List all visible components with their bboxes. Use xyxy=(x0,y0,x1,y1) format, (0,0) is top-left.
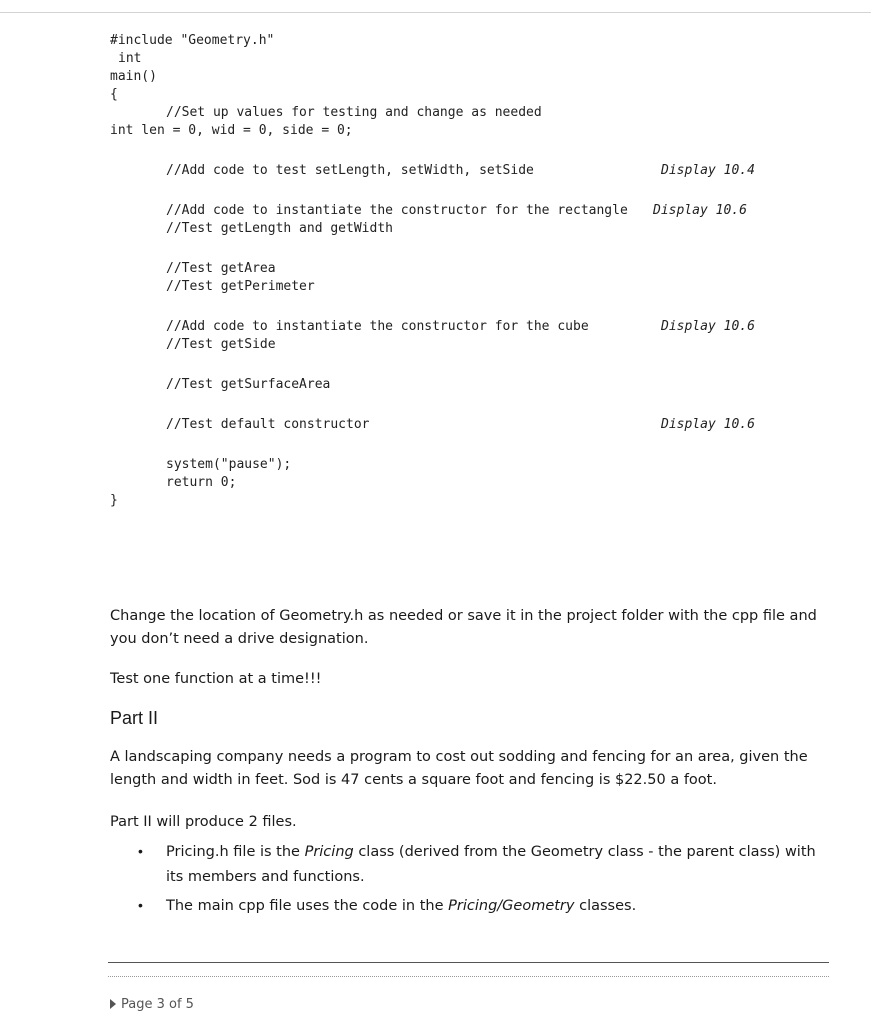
footer-dotted-rule xyxy=(108,976,829,977)
display-ref-cube: Display 10.6 xyxy=(661,319,755,334)
code-system-pause: system("pause"); xyxy=(166,457,292,472)
code-include: #include "Geometry.h" xyxy=(110,33,275,48)
code-comment-rectangle: //Add code to instantiate the constructor for the rectangle xyxy=(166,203,628,218)
caret-right-icon xyxy=(110,999,116,1009)
bullet-item-main-cpp: The main cpp file uses the code in the Pricing/Geometry classes. xyxy=(166,898,637,914)
code-comment-setup: //Set up values for testing and change as needed xyxy=(166,105,542,120)
footer-rule xyxy=(108,962,829,963)
code-comment-getlength: //Test getLength and getWidth xyxy=(166,221,393,236)
produce-files-text: Part II will produce 2 files. xyxy=(110,814,297,830)
bullet-dot-icon: • xyxy=(138,897,143,913)
code-close-brace: } xyxy=(110,493,118,508)
page-number: Page 3 of 5 xyxy=(121,997,194,1012)
code-return: return 0; xyxy=(166,475,237,490)
code-comment-getside: //Test getSide xyxy=(166,337,276,352)
code-comment-getarea: //Test getArea xyxy=(166,261,276,276)
code-comment-getperimeter: //Test getPerimeter xyxy=(166,279,315,294)
code-comment-default: //Test default constructor xyxy=(166,417,370,432)
code-comment-surfacearea: //Test getSurfaceArea xyxy=(166,377,331,392)
page-indicator xyxy=(110,997,194,1012)
top-border xyxy=(0,12,871,13)
bullet-dot-icon: • xyxy=(138,843,143,859)
code-main: main() xyxy=(110,69,157,84)
display-ref-setters: Display 10.4 xyxy=(661,163,755,178)
display-ref-rectangle: Display 10.6 xyxy=(653,203,747,218)
code-int-keyword: int xyxy=(118,51,142,66)
code-comment-setters: //Add code to test setLength, setWidth, setSide xyxy=(166,163,534,178)
bullet-item-pricing: Pricing.h file is the Pricing class (derived from the Geometry class - the parent class) with its members and functions. xyxy=(166,844,816,885)
code-open-brace: { xyxy=(110,87,118,102)
change-location-paragraph: Change the location of Geometry.h as needed or save it in the project folder with the cpp file and you don’t need a drive designation. xyxy=(110,608,817,647)
code-declaration: int len = 0, wid = 0, side = 0; xyxy=(110,123,353,138)
landscaping-paragraph: A landscaping company needs a program to cost out sodding and fencing for an area, given the length and width in feet. Sod is 47 cents a square foot and fencing is $22.50 a foot. xyxy=(110,749,808,788)
test-one-function-text: Test one function at a time!!! xyxy=(110,671,322,687)
code-comment-cube: //Add code to instantiate the constructor for the cube xyxy=(166,319,589,334)
display-ref-default: Display 10.6 xyxy=(661,417,755,432)
part-ii-heading: Part II xyxy=(110,708,159,728)
